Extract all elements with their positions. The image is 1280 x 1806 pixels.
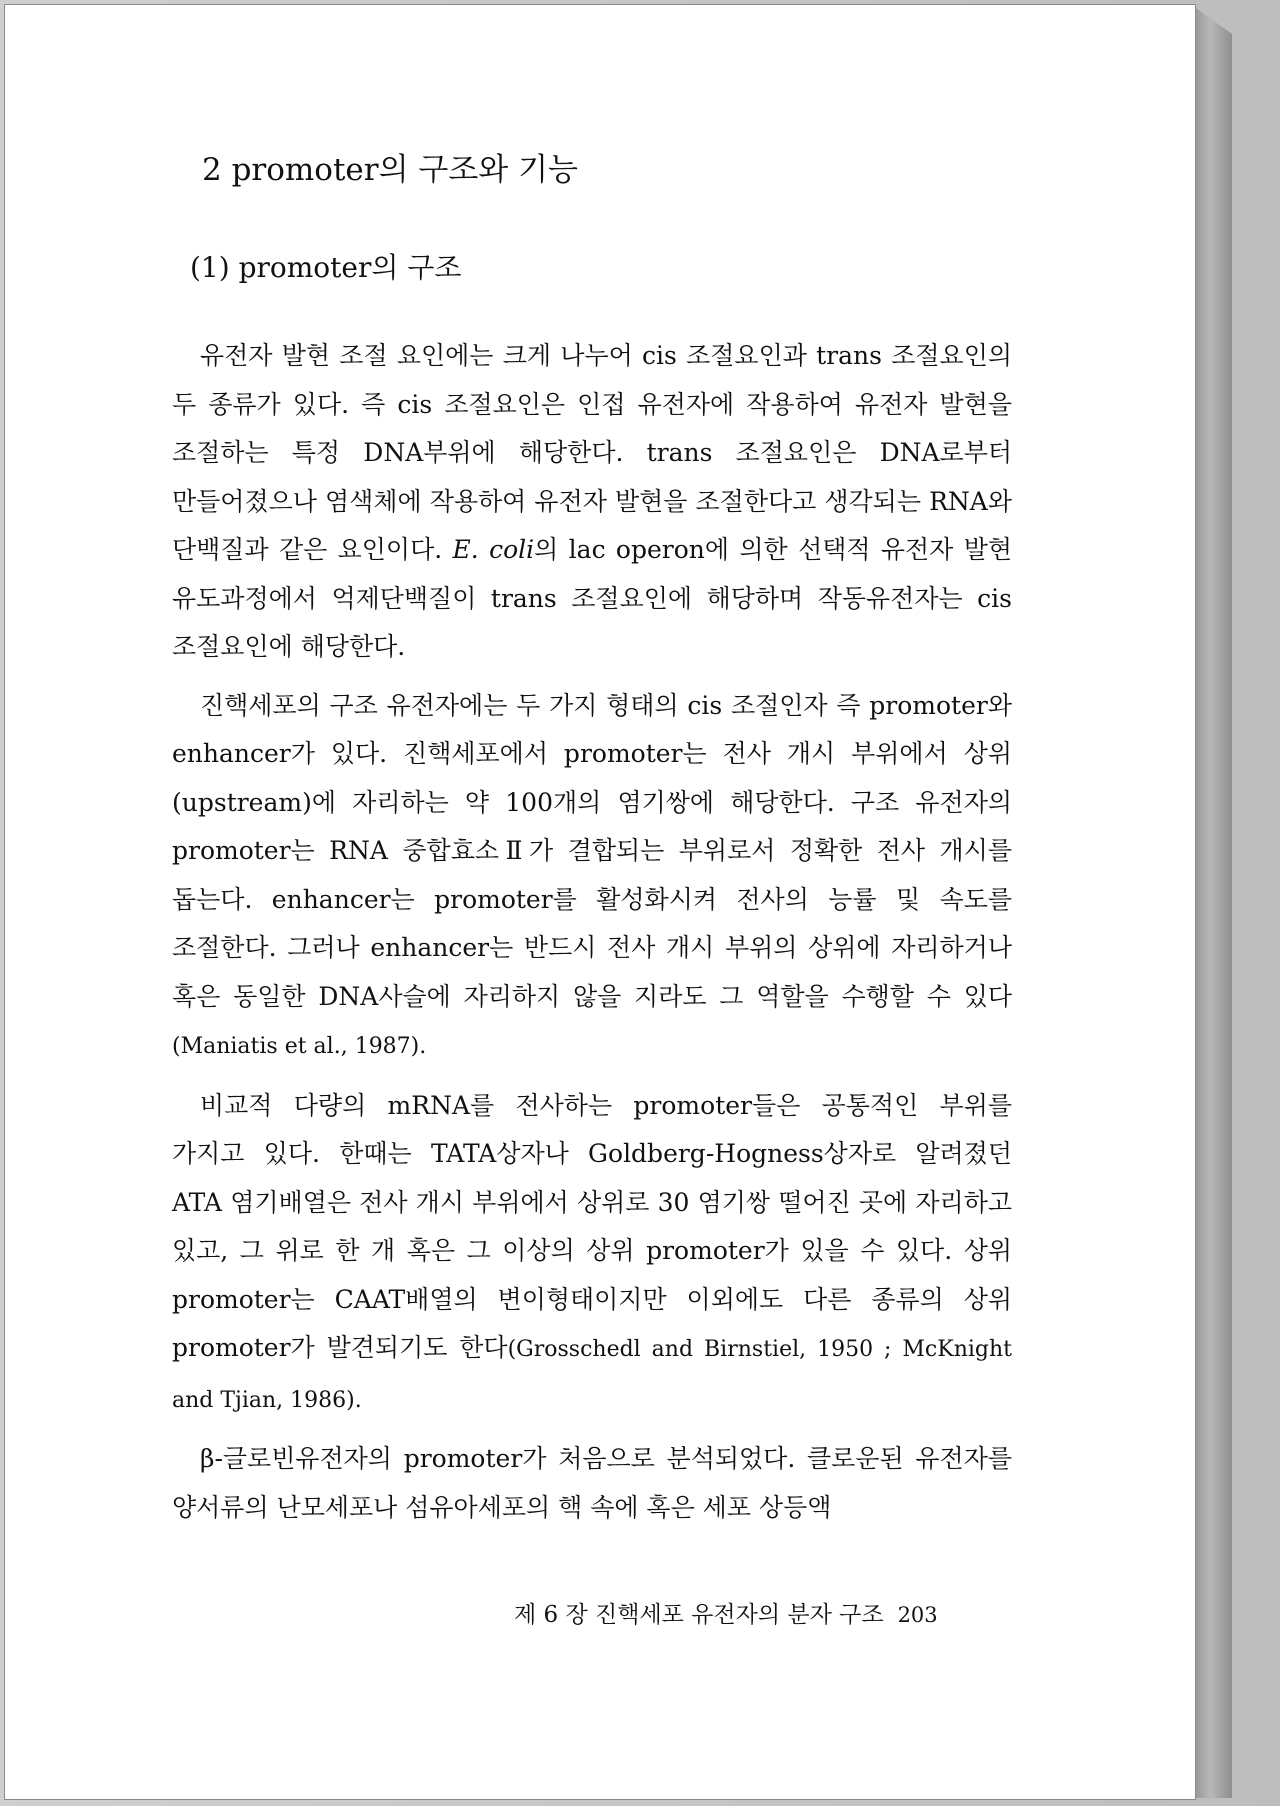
species-name-italic: E. coli [452, 535, 535, 564]
book-page-edge [1196, 8, 1232, 1798]
citation: (Maniatis et al., 1987). [172, 1034, 427, 1059]
paragraph-1-text: 유전자 발현 조절 요인에는 크게 나누어 cis 조절요인과 trans 조절요인의 두 종류가 있다. 즉 cis 조절요인은 인접 유전자에 작용하여 유전자 발현을 조절하는 특정 DNA부위에 해당한다. trans 조절요인은 DNA로부터 만들어졌으나 염색체에 작용하여 유전자 발현을 조절한다고 생각되는 RNA와 단백질과 같은 요인이다. [172, 341, 1012, 564]
page-body [172, 150, 1012, 1542]
citation: (Grosschedl and Birnstiel, 1950 ; McKnight and Tjian, 1986). [172, 1337, 1012, 1413]
paragraph-3 [172, 1082, 1012, 1426]
paragraph-2 [172, 682, 1012, 1072]
chapter-heading: 2 promoter의 구조와 기능 [202, 152, 578, 188]
section-heading: (1) promoter의 구조 [190, 251, 462, 284]
paragraph-3-text: 비교적 다량의 mRNA를 전사하는 promoter들은 공통적인 부위를 가지고 있다. 한때는 TATA상자나 Goldberg-Hogness상자로 알려졌던 ATA 염기배열은 전사 개시 부위에서 상위로 30 염기쌍 떨어진 곳에 자리하고 있고, 그 위로 한 개 혹은 그 이상의 상위 promoter가 있을 수 있다. 상위 promoter는 CAAT배열의 변이형태이지만 이외에도 다른 종류의 상위 promoter가 발견되기도 한다 [172, 1090, 1012, 1362]
paragraph-2-text: 진핵세포의 구조 유전자에는 두 가지 형태의 cis 조절인자 즉 promoter와 enhancer가 있다. 진핵세포에서 promoter는 전사 개시 부위에서 상위(upstream)에 자리하는 약 100개의 염기쌍에 해당한다. 구조 유전자의 promoter는 RNA 중합효소Ⅱ가 결합되는 부위로서 정확한 전사 개시를 돕는다. enhancer는 promoter를 활성화시켜 전사의 능률 및 속도를 조절한다. 그러나 enhancer는 반드시 전사 개시 부위의 상위에 자리하거나 혹은 동일한 DNA사슬에 자리하지 않을 지라도 그 역할을 수행할 수 있다 [172, 690, 1012, 1011]
page-footer [514, 1596, 1014, 1629]
paragraph-4-text: β-글로빈유전자의 promoter가 처음으로 분석되었다. 클로운된 유전자를 양서류의 난모세포나 섬유아세포의 핵 속에 혹은 세포 상등액 [172, 1444, 1012, 1522]
running-head: 제 6 장 진핵세포 유전자의 분자 구조 [514, 1602, 884, 1628]
page-number: 203 [897, 1603, 938, 1627]
paragraph-1 [172, 332, 1012, 672]
paragraph-1-text-cont: 의 lac operon에 의한 선택적 유전자 발현 유도과정에서 억제단백질이 trans 조절요인에 해당하며 작동유전자는 cis 조절요인에 해당한다. [172, 535, 1012, 661]
paragraph-4 [172, 1435, 1012, 1532]
